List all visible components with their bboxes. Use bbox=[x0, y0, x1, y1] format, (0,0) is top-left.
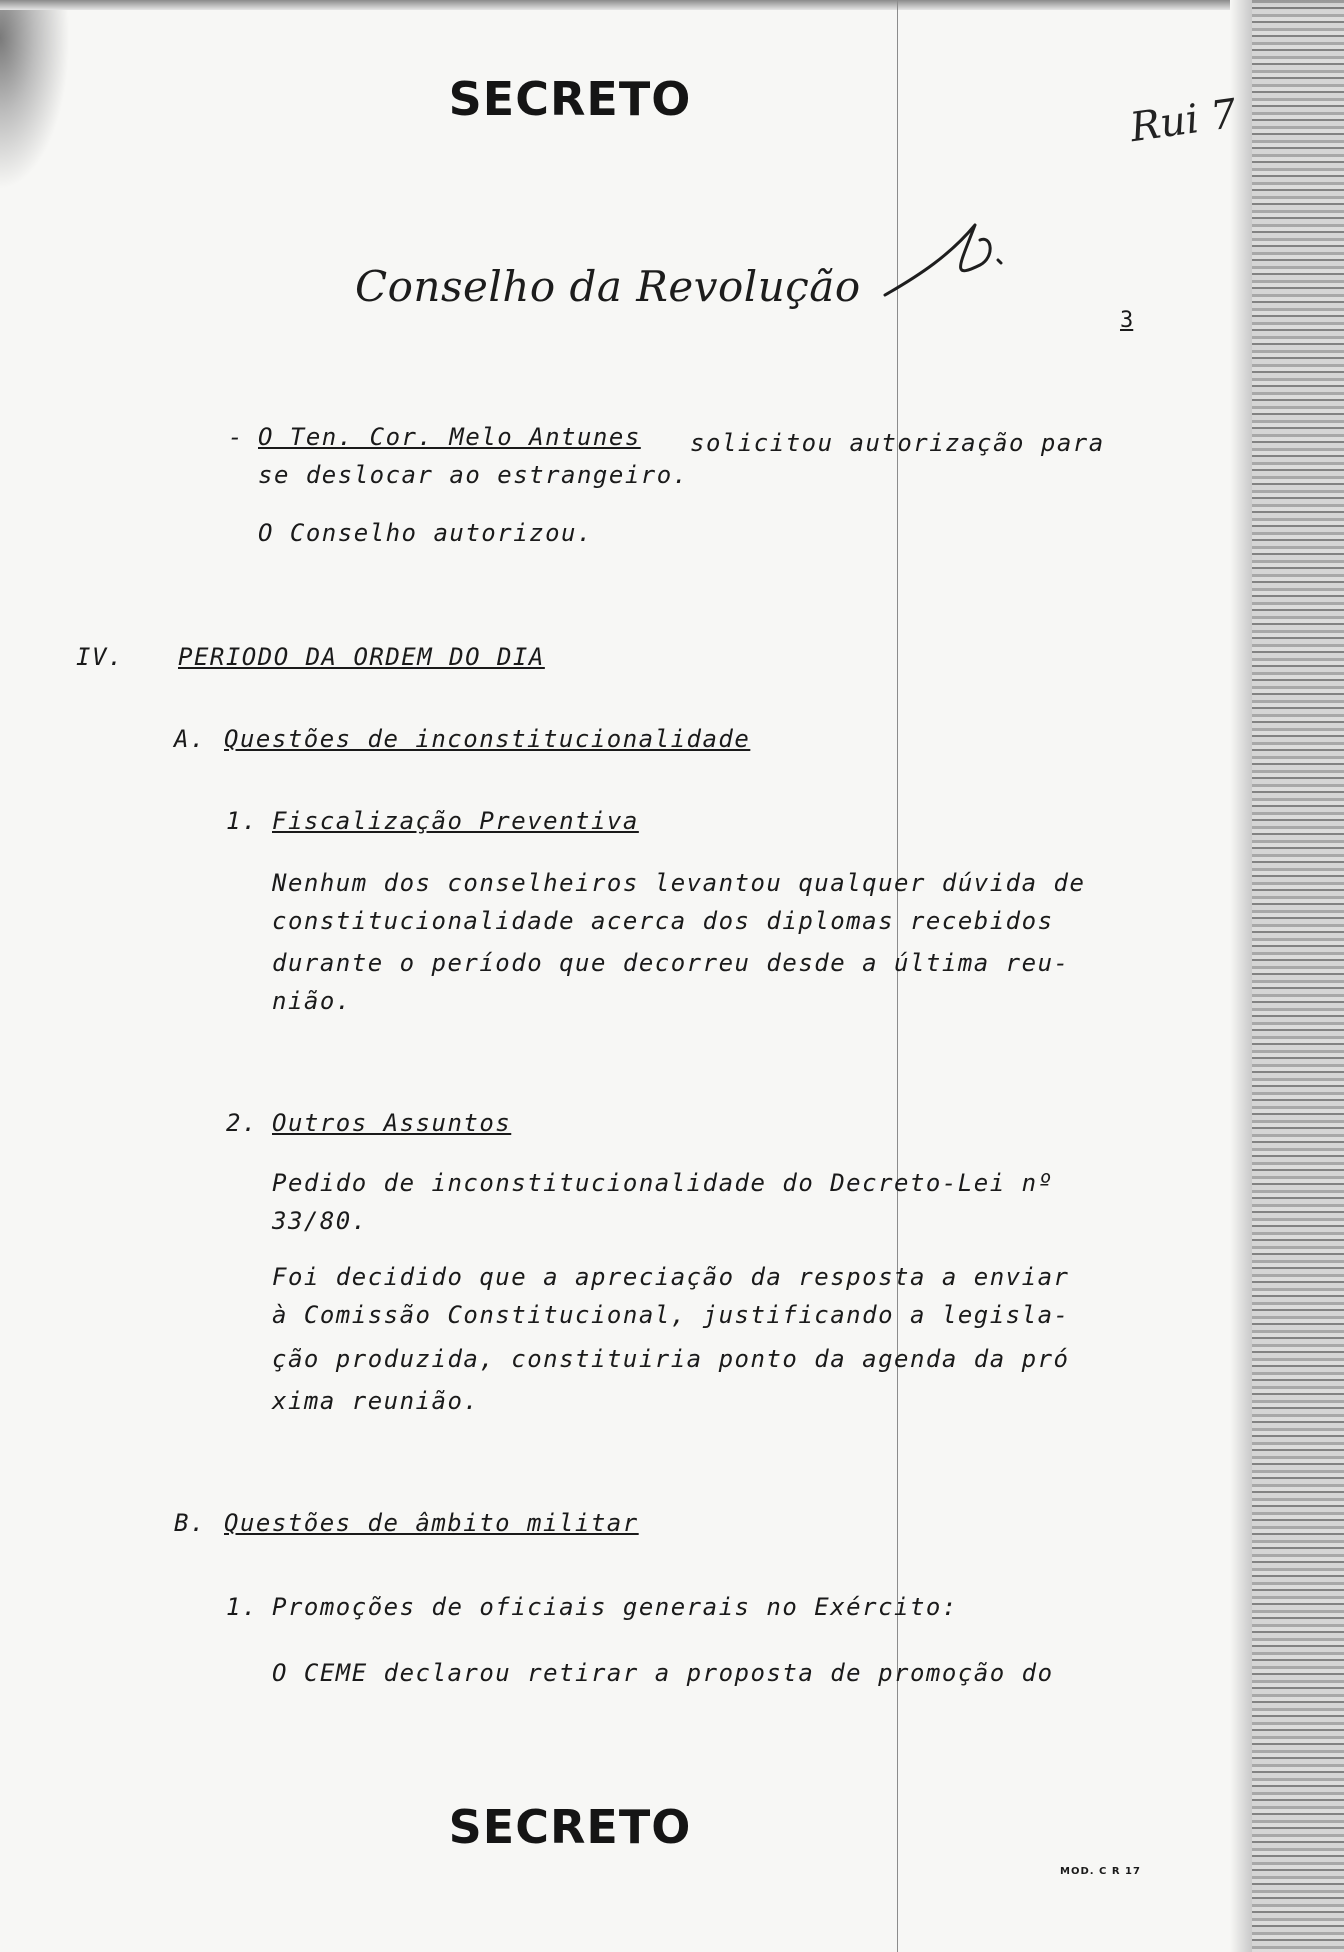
section-iv-numeral: IV. bbox=[76, 643, 124, 671]
scan-edge-shadow bbox=[1230, 0, 1252, 1952]
leave-line1: solicitou autorização para bbox=[690, 429, 1105, 457]
a2-number: 2. bbox=[226, 1109, 258, 1137]
leave-person: O Ten. Cor. Melo Antunes bbox=[258, 423, 641, 451]
leave-dash: - bbox=[228, 423, 244, 451]
section-iv-title: PERIODO DA ORDEM DO DIA bbox=[178, 643, 545, 671]
scan-edge-top bbox=[0, 0, 1344, 10]
a2-para1-line: Pedido de inconstitucionalidade do Decreto-Lei nº bbox=[272, 1169, 1054, 1197]
form-code: MOD. C R 17 bbox=[1060, 1866, 1141, 1877]
b1-title: Promoções de oficiais generais no Exército: bbox=[272, 1593, 958, 1621]
a2-para1-line: 33/80. bbox=[272, 1207, 368, 1235]
a1-line: nião. bbox=[272, 987, 352, 1015]
a1-number: 1. bbox=[226, 807, 258, 835]
section-a-title: Questões de inconstitucionalidade bbox=[224, 725, 751, 753]
section-a-letter: A. bbox=[174, 725, 206, 753]
a1-line: durante o período que decorreu desde a última reu- bbox=[272, 949, 1070, 977]
section-b-title: Questões de âmbito militar bbox=[224, 1509, 639, 1537]
a1-title: Fiscalização Preventiva bbox=[272, 807, 639, 835]
a2-para2-line: Foi decidido que a apreciação da resposta a enviar bbox=[272, 1263, 1070, 1291]
leave-decision: O Conselho autorizou. bbox=[258, 519, 593, 547]
leave-line2: se deslocar ao estrangeiro. bbox=[258, 461, 689, 489]
classification-stamp-top: SECRETO bbox=[448, 72, 692, 126]
scan-edge-right bbox=[1252, 0, 1344, 1952]
a2-para2-line: à Comissão Constitucional, justificando a legisla- bbox=[272, 1301, 1070, 1329]
b1-number: 1. bbox=[226, 1593, 258, 1621]
a2-para2-line: ção produzida, constituiria ponto da agenda da pró bbox=[272, 1345, 1070, 1373]
section-b-letter: B. bbox=[174, 1509, 206, 1537]
page-number: 3 bbox=[1120, 308, 1134, 333]
signature-mark bbox=[880, 205, 1020, 305]
a2-title: Outros Assuntos bbox=[272, 1109, 512, 1137]
letterhead: Conselho da Revolução bbox=[355, 262, 861, 311]
a1-line: constitucionalidade acerca dos diplomas recebidos bbox=[272, 907, 1054, 935]
a2-para2-line: xima reunião. bbox=[272, 1387, 480, 1415]
a1-line: Nenhum dos conselheiros levantou qualquer dúvida de bbox=[272, 869, 1086, 897]
handwritten-note: Rui 7 bbox=[1127, 90, 1240, 152]
b1-line: O CEME declarou retirar a proposta de promoção do bbox=[272, 1659, 1054, 1687]
classification-stamp-bottom: SECRETO bbox=[448, 1800, 692, 1854]
